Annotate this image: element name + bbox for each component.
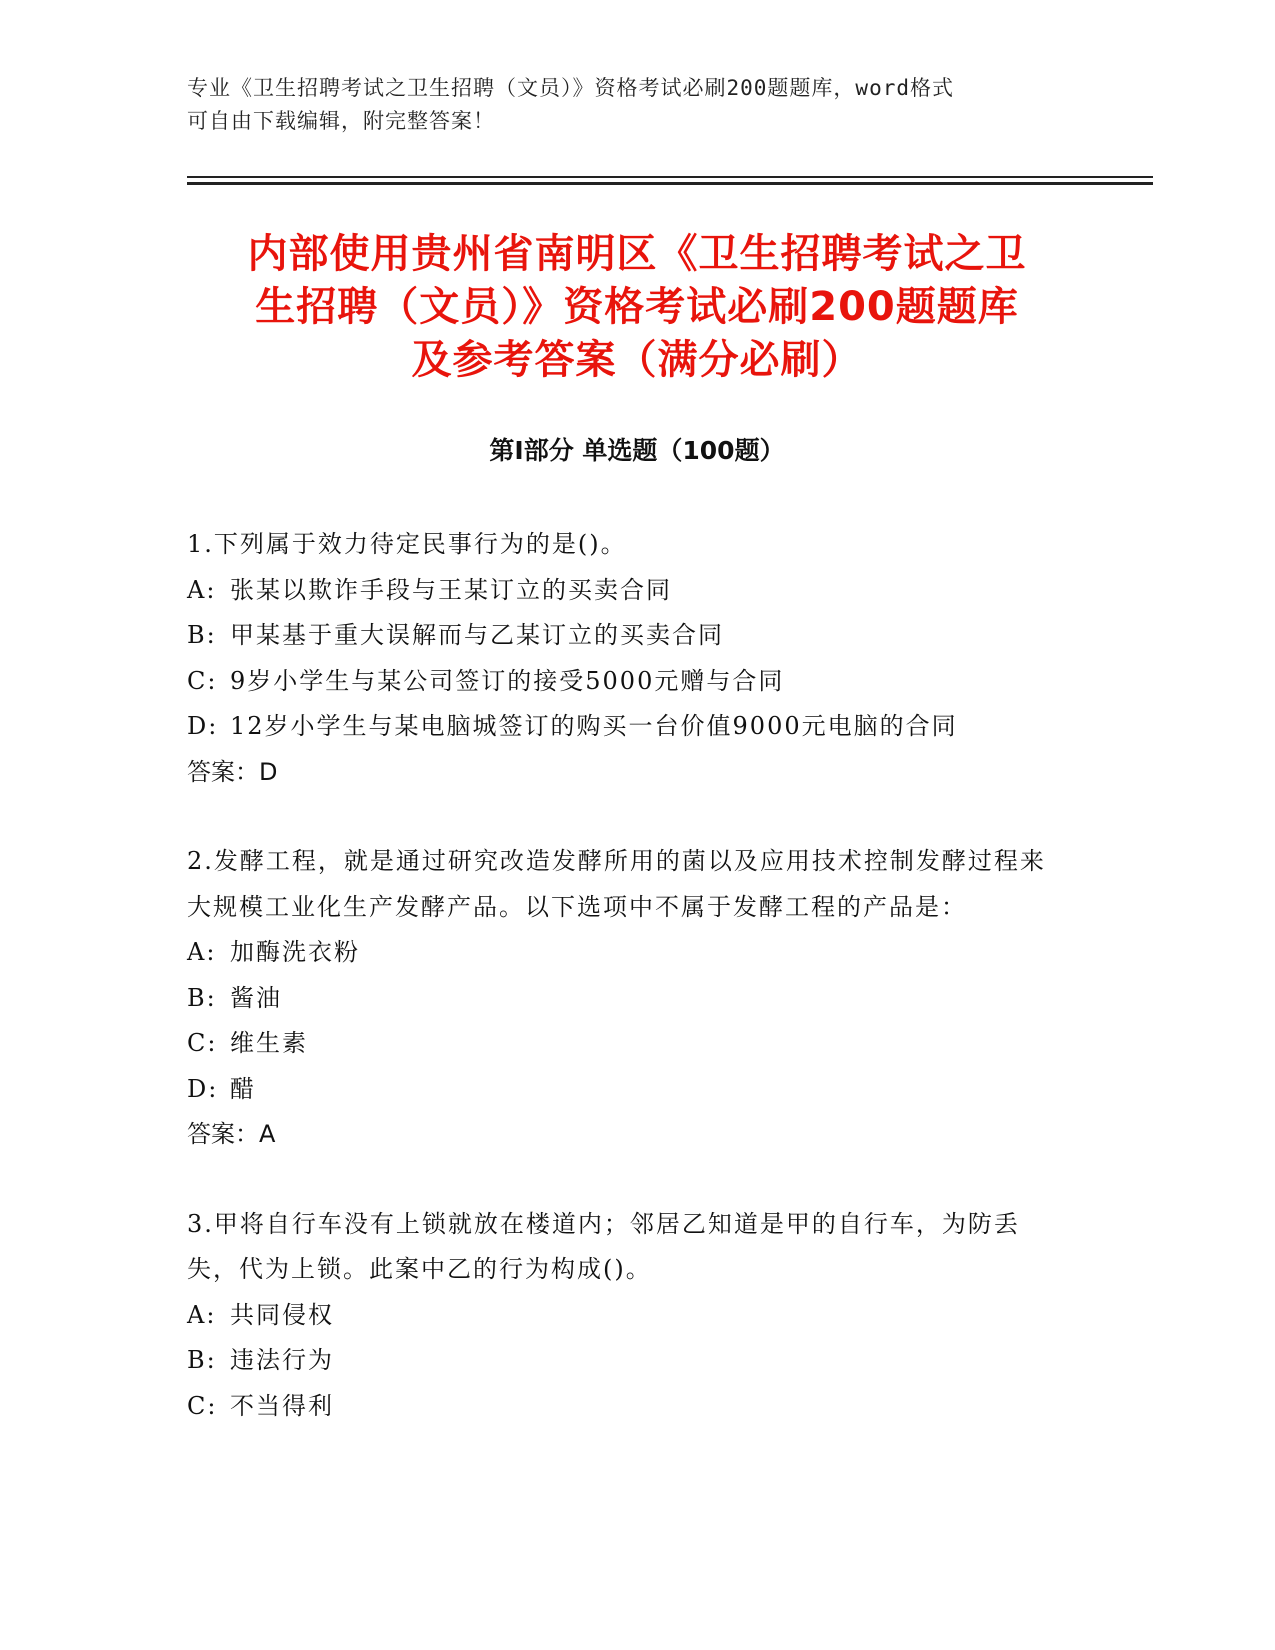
answer: 答案：A [187, 1120, 276, 1148]
question-2 [187, 839, 1067, 1158]
option-letter: D: [187, 1074, 219, 1103]
option-c [187, 659, 1067, 705]
option-letter: C: [187, 666, 218, 695]
option-text: 共同侵权 [230, 1300, 334, 1329]
option-letter: C: [187, 1391, 218, 1420]
option-c [187, 1384, 1067, 1430]
header-divider-thin [187, 176, 1153, 178]
option-text: 9岁小学生与某公司签订的接受5000元赠与合同 [230, 666, 785, 695]
answer: 答案：D [187, 757, 278, 786]
option-text: 12岁小学生与某电脑城签订的购买一台价值9000元电脑的合同 [230, 712, 958, 740]
section-title: 第Ⅰ部分 单选题（100题） [489, 436, 785, 465]
option-letter: A: [187, 1300, 217, 1329]
option-text: 酱油 [230, 983, 282, 1012]
document-title-line-2: 生招聘（文员）》资格考试必刷200题题库 [255, 284, 1019, 330]
option-c [187, 1021, 1067, 1067]
option-letter: A: [187, 938, 217, 966]
option-b [187, 1338, 1067, 1384]
question-stem: 1.下列属于效力待定民事行为的是()。 [187, 530, 627, 558]
option-b [187, 613, 1067, 659]
option-text: 甲某基于重大误解而与乙某订立的买卖合同 [230, 621, 724, 649]
option-text: 加酶洗衣粉 [230, 938, 360, 966]
option-letter: C: [187, 1029, 218, 1057]
option-a [187, 1293, 1067, 1339]
option-b [187, 976, 1067, 1022]
option-d [187, 1067, 1067, 1113]
option-letter: D: [187, 712, 219, 740]
question-1 [187, 522, 1067, 795]
option-a [187, 930, 1067, 976]
option-a [187, 568, 1067, 614]
option-d [187, 704, 1067, 750]
option-letter: B: [187, 983, 217, 1012]
option-letter: B: [187, 1346, 217, 1374]
option-letter: A: [187, 575, 217, 604]
question-3 [187, 1202, 1067, 1430]
header-note [187, 72, 1077, 138]
option-letter: B: [187, 621, 217, 649]
header-divider-thick [187, 182, 1153, 185]
option-text: 违法行为 [230, 1346, 334, 1374]
option-text: 不当得利 [230, 1391, 334, 1420]
question-list [187, 522, 1067, 1473]
header-note-line-2: 可自由下载编辑，附完整答案！ [187, 109, 495, 133]
option-text: 醋 [230, 1074, 256, 1103]
header-note-line-1: 专业《卫生招聘考试之卫生招聘（文员）》资格考试必刷200题题库，word格式 [187, 76, 954, 100]
question-stem: 3.甲将自行车没有上锁就放在楼道内；邻居乙知道是甲的自行车，为防丢失，代为上锁。此案中乙的行为构成()。 [187, 1209, 1020, 1283]
document-title-line-1: 内部使用贵州省南明区《卫生招聘考试之卫 [247, 231, 1027, 277]
document-title-line-3: 及参考答案（满分必刷） [411, 337, 863, 383]
document-title [187, 228, 1087, 387]
question-stem: 2.发酵工程，就是通过研究改造发酵所用的菌以及应用技术控制发酵过程来大规模工业化生产发酵产品。以下选项中不属于发酵工程的产品是： [187, 847, 1046, 921]
option-text: 维生素 [230, 1029, 308, 1057]
option-text: 张某以欺诈手段与王某订立的买卖合同 [230, 575, 672, 604]
